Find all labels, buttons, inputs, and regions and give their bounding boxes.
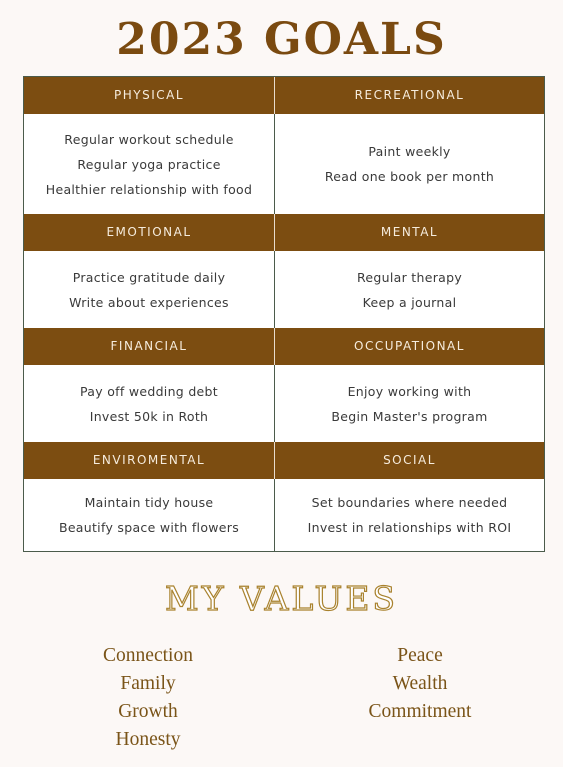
goal-list [275,114,544,214]
value-item: Growth [118,701,178,722]
category-heading: SOCIAL [275,442,544,479]
category-heading: PHYSICAL [24,77,275,114]
goal-item: Set boundaries where needed [311,495,508,510]
goal-item: Regular workout schedule [64,131,234,147]
goal-list [275,251,544,328]
value-item: Family [120,673,176,694]
category-heading: ENVIROMENTAL [24,442,275,479]
goal-list [24,365,275,442]
goal-item: Invest 50k in Roth [89,408,209,424]
goal-item: Begin Master's program [331,408,488,424]
goal-item: Maintain tidy house [84,495,214,510]
goals-body-row [24,365,544,442]
goal-list [275,365,544,442]
goal-item: Healthier relationship with food [45,181,253,197]
goal-item: Write about experiences [69,294,229,310]
category-heading: OCCUPATIONAL [275,328,544,365]
page-title: 2023 GOALS [116,14,447,65]
values-list-right [320,642,520,726]
goals-body-row [24,114,544,214]
category-heading: MENTAL [275,214,544,251]
value-item: Wealth [392,673,448,694]
goal-item: Invest in relationships with ROI [307,520,512,535]
value-item: Honesty [115,729,181,750]
goals-body-row [24,251,544,328]
goals-header-row [24,214,544,251]
category-heading: EMOTIONAL [24,214,275,251]
goal-list [24,114,275,214]
category-heading: RECREATIONAL [275,77,544,114]
goals-header-row [24,328,544,365]
category-heading: FINANCIAL [24,328,275,365]
goal-item: Beautify space with flowers [58,520,240,535]
goal-list [24,251,275,328]
goals-table [23,76,545,552]
value-item: Connection [103,645,193,666]
goal-list [24,479,275,551]
goal-item: Paint weekly [368,144,451,159]
values-list-left [48,642,248,754]
goal-item: Read one book per month [324,169,495,184]
goals-body-row [24,479,544,551]
goal-item: Enjoy working with [347,383,472,399]
goal-item: Regular therapy [356,269,463,285]
goal-item: Practice gratitude daily [72,269,226,285]
goal-item: Keep a journal [362,294,457,310]
goal-item: Pay off wedding debt [80,383,218,399]
goals-header-row [24,77,544,114]
values-title: MY VALUES [164,579,399,618]
value-item: Peace [397,645,443,666]
value-item: Commitment [368,701,472,722]
goal-item: Regular yoga practice [77,156,221,172]
goal-list [275,479,544,551]
goals-header-row [24,442,544,479]
